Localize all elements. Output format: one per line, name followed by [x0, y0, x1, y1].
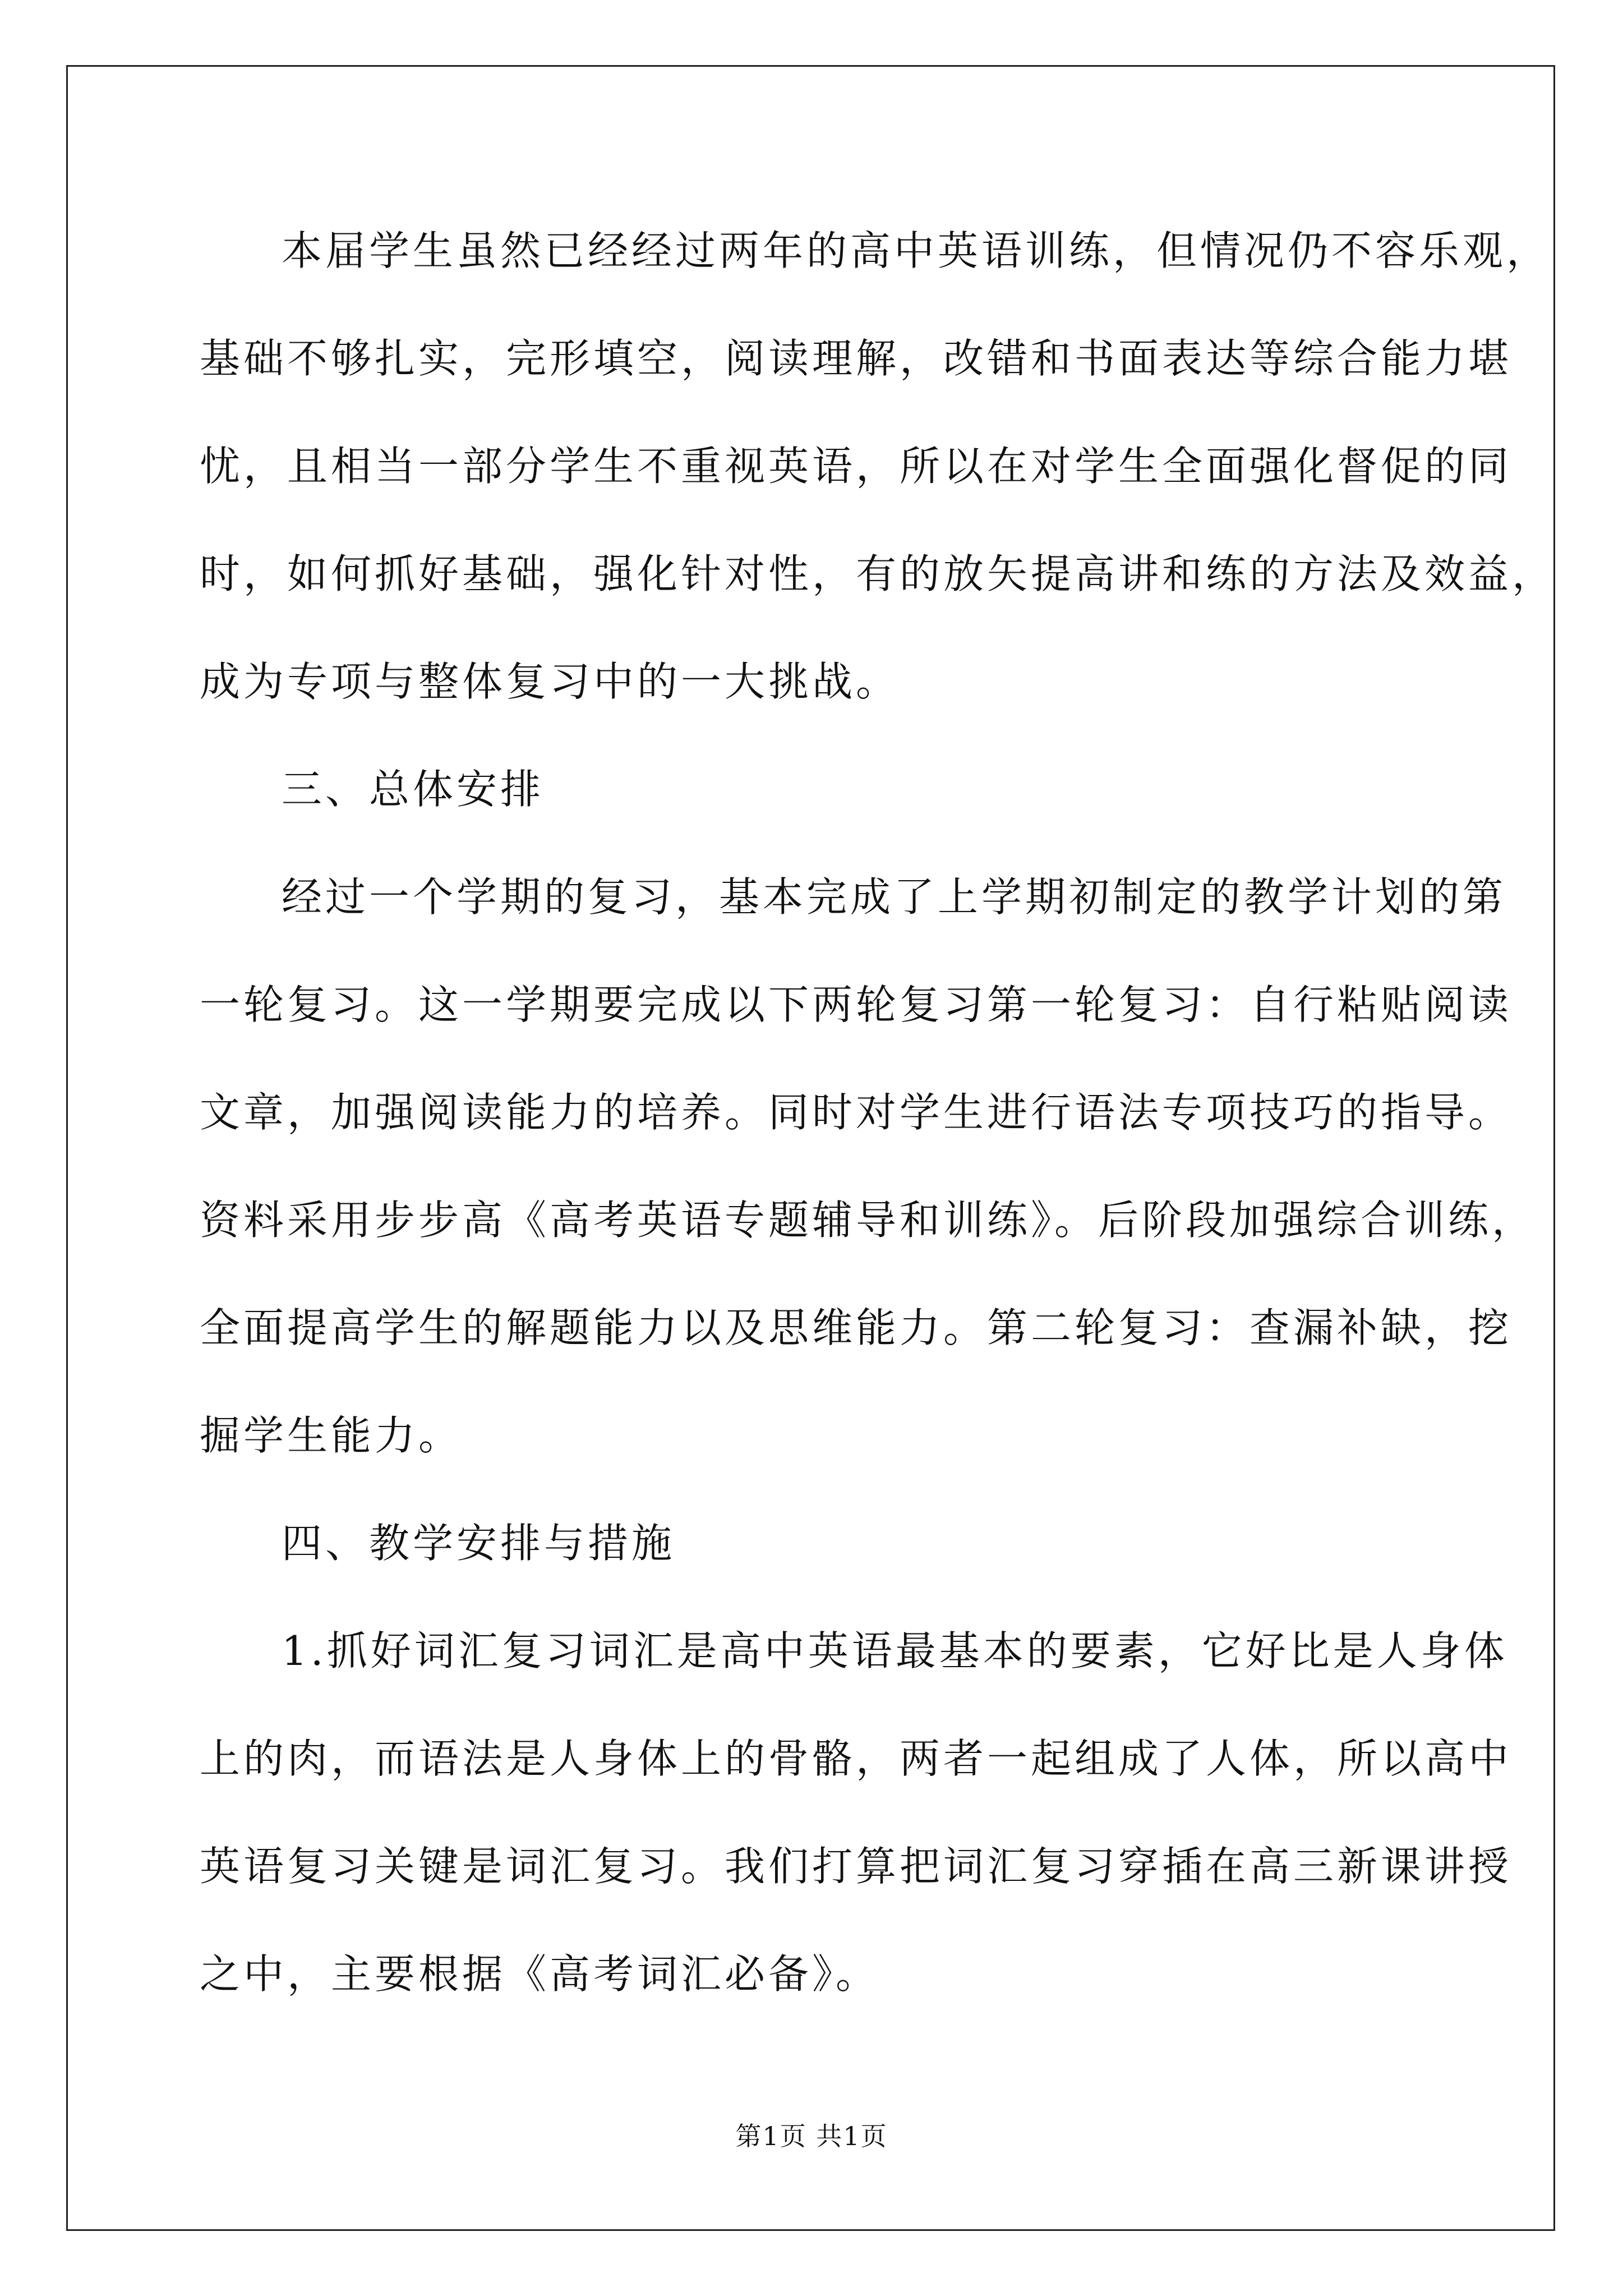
document-body	[200, 220, 1556, 2051]
text-line-12: 掘学生能力。	[200, 1412, 463, 1459]
text-line-11: 全面提高学生的解题能力以及思维能力。第二轮复习：查漏补缺，挖	[200, 1304, 1513, 1351]
section-heading-4: 四、教学安排与措施	[282, 1520, 676, 1567]
text-line-4: 时，如何抓好基础，强化针对性，有的放矢提高讲和练的方法及效益，	[200, 550, 1556, 597]
text-line-10: 资料采用步步高《高考英语专题辅导和训练》。后阶段加强综合训练，	[200, 1197, 1536, 1244]
text-line-7: 经过一个学期的复习，基本完成了上学期初制定的教学计划的第	[282, 873, 1507, 921]
text-line-2: 基础不够扎实，完形填空，阅读理解，改错和书面表达等综合能力堪	[200, 335, 1513, 382]
text-line-9: 文章，加强阅读能力的培养。同时对学生进行语法专项技巧的指导。	[200, 1089, 1513, 1136]
text-line-1: 本届学生虽然已经经过两年的高中英语训练，但情况仍不容乐观，	[282, 227, 1551, 274]
text-line-3: 忧，且相当一部分学生不重视英语，所以在对学生全面强化督促的同	[200, 443, 1513, 490]
page-number-footer: 第1页 共1页	[735, 2121, 888, 2151]
text-line-16: 英语复习关键是词汇复习。我们打算把词汇复习穿插在高三新课讲授	[200, 1843, 1513, 1890]
text-line-5: 成为专项与整体复习中的一大挑战。	[200, 658, 900, 705]
text-line-17: 之中，主要根据《高考词汇必备》。	[200, 1950, 880, 1998]
text-line-14: 1.抓好词汇复习词汇是高中英语最基本的要素，它好比是人身体	[282, 1627, 1508, 1674]
section-heading-3: 三、总体安排	[282, 766, 545, 813]
text-line-8: 一轮复习。这一学期要完成以下两轮复习第一轮复习：自行粘贴阅读	[200, 981, 1513, 1028]
text-line-15: 上的肉，而语法是人身体上的骨骼，两者一起组成了人体，所以高中	[200, 1735, 1513, 1782]
